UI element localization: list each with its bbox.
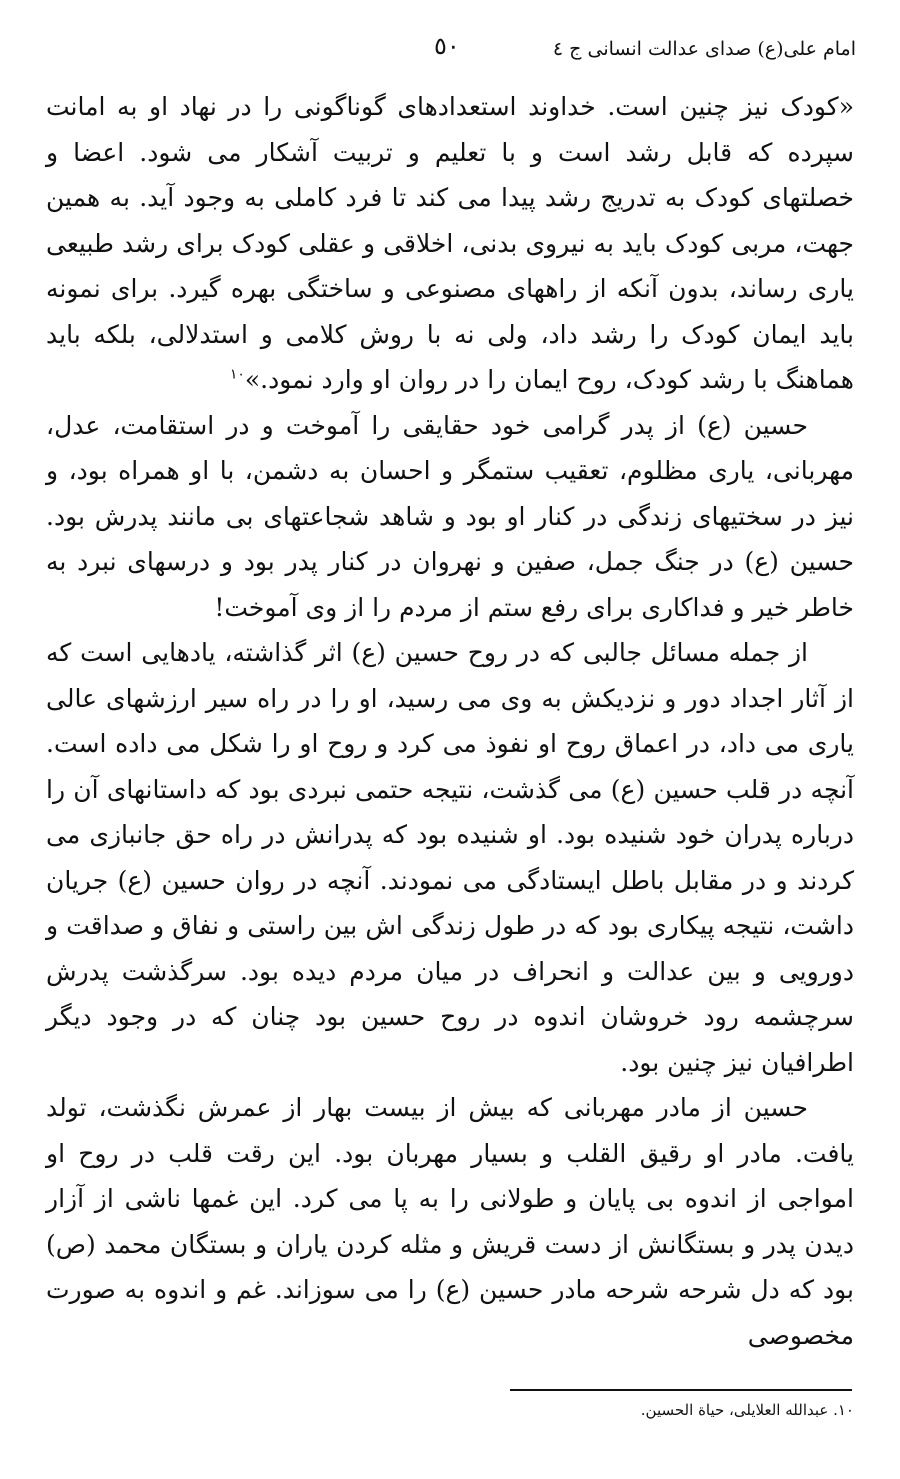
running-title: امام علی(ع) صدای عدالت انسانی ج ٤ [552,38,856,60]
footnote-reference: ١٠ [229,366,245,383]
paragraph-text: «کودک نیز چنین است. خداوند استعدادهای گوناگونی را در نهاد او به امانت سپرده که قابل رشد است و با تعلیم و تربیت آشکار می شود. اعضا و خصلتهای کودک به تدریج رشد پیدا می کند تا فرد کاملی به وجود آید. به همین جهت، مربی کودک باید به نیروی بدنی، اخلاقی و عقلی کودک برای رشد طبیعی یاری رساند، بدون آنکه از راههای مصنوعی و ساختگی بهره گیرد. برای نمونه باید ایمان کودک را رشد داد، ولی نه با روش کلامی و استدلالی، بلکه باید هماهنگ با رشد کودک، روح ایمان را در روان او وارد نمود.» [46,92,854,394]
paragraph: حسین (ع) از پدر گرامی خود حقایقی را آموخت و در استقامت، عدل، مهربانی، یاری مظلوم، تعقیب ستمگر و احسان به دشمن، با او همراه بود، و نیز در سختیهای زندگی در کنار او بود و شاهد شجاعتهای بی مانند پدرش بود. حسین (ع) در جنگ جمل، صفین و نهروان در کنار پدر بود و درسهای نبرد به خاطر خیر و فداکاری برای رفع ستم از مردم را از وی آموخت! [46,410,854,622]
page-number: ٥٠ [434,32,460,60]
footnote: ١٠. عبدالله العلایلی، حیاة الحسین. [640,1401,854,1419]
footnote-divider [510,1389,852,1391]
paragraph: از جمله مسائل جالبی که در روح حسین (ع) اثر گذاشته، یادهایی است که از آثار اجداد دور و نزدیکش به وی می رسید، او را در راه سیر ارزشهای عالی یاری می داد، در اعماق روح او نفوذ می کرد و روح او را شکل می داده است. آنچه در قلب حسین (ع) می گذشت، نتیجه حتمی نبردی بود که داستانهای آن را درباره پدران خود شنیده بود. او شنیده بود که پدرانش در راه حق جانبازی می کردند و در مقابل باطل ایستادگی می نمودند. آنچه در روان حسین (ع) جریان داشت، نتیجه پیکاری بود که در طول زندگی اش بین راستی و نفاق و صداقت و دورویی و بین عدالت و انحراف در میان مردم دیده بود. سرگذشت پدرش سرچشمه رود خروشان اندوه در روح حسین بود چنان که در وجود دیگر اطرافیان نیز چنین بود. [46,638,854,1077]
paragraph-quote [46,84,854,403]
body-text [46,84,854,1358]
page-header [44,30,856,70]
paragraph: حسین از مادر مهربانی که بیش از بیست بهار از عمرش نگذشت، تولد یافت. مادر او رقیق القلب و بسیار مهربان بود. این رقت قلب در روح او امواجی از اندوه بی پایان و طولانی را به پا می کرد. این غمها ناشی از آزار دیدن پدر و بستگانش از دست قریش و مثله کردن یاران و بستگان محمد (ص) بود که دل شرحه شرحه مادر حسین (ع) را می سوزاند. غم و اندوه به صورت مخصوصی [46,1093,854,1350]
